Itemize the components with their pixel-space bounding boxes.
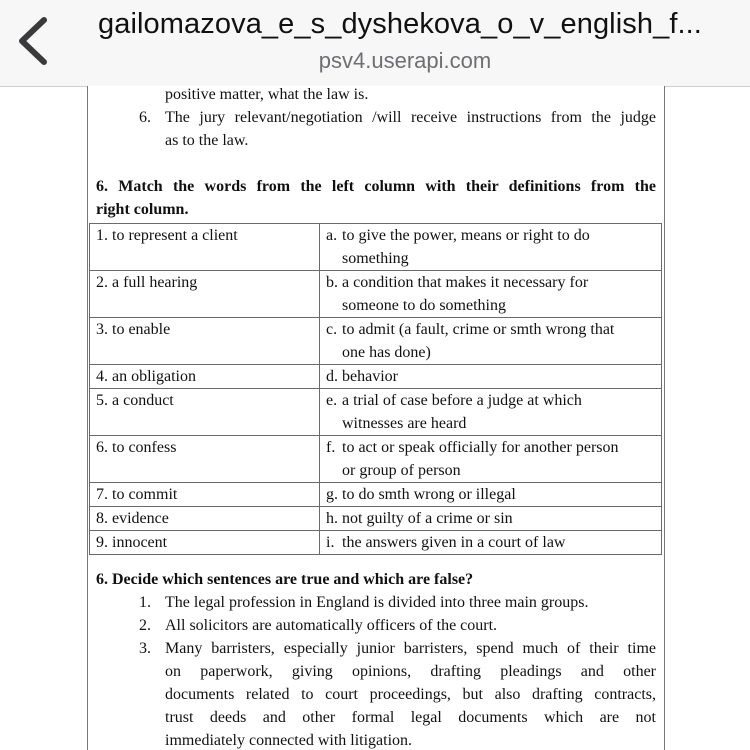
statement-text: All solicitors are automatically officers of the court. [165, 617, 498, 634]
definition-text [342, 318, 655, 364]
definition-line: behavior [342, 368, 398, 385]
table-row [90, 507, 662, 531]
definition-cell [320, 483, 662, 507]
definition-line: to act or speak officially for another person [342, 439, 619, 456]
matching-table [89, 223, 662, 555]
definition-cell [320, 365, 662, 389]
statement-text: Many barristers, especially junior barristers, spend much of their time [165, 640, 656, 657]
statement-text: documents related to court proceedings, but also drafting contracts, [165, 686, 656, 703]
definition-letter: e. [326, 392, 338, 409]
definition-cell [320, 507, 662, 531]
term-cell: 4. an obligation [90, 365, 320, 389]
definition-letter: b. [326, 274, 338, 291]
definition-line: witnesses are heard [342, 415, 467, 432]
item-number: 2. [139, 617, 151, 634]
table-row [90, 318, 662, 365]
continuation-line: positive matter, what the law is. [165, 86, 369, 103]
definition-line: a trial of case before a judge at which [342, 392, 582, 409]
term-cell: 3. to enable [90, 318, 320, 365]
table-row [90, 224, 662, 271]
definition-line: to do smth wrong or illegal [342, 486, 516, 503]
table-row [90, 389, 662, 436]
definition-cell [320, 224, 662, 271]
item-number: 3. [139, 640, 151, 657]
definition-line: a condition that makes it necessary for [342, 274, 589, 291]
definition-text [342, 389, 655, 435]
definition-line: to give the power, means or right to do [342, 227, 590, 244]
document-title: gailomazova_e_s_dyshekova_o_v_english_f... [98, 8, 702, 40]
term-cell: 7. to commit [90, 483, 320, 507]
statement-text: immediately connected with litigation. [165, 732, 413, 749]
term-cell: 2. a full hearing [90, 271, 320, 318]
definition-text [342, 531, 655, 554]
definition-line: or group of person [342, 462, 461, 479]
term-cell: 8. evidence [90, 507, 320, 531]
item-number: 6. [139, 109, 151, 126]
chevron-left-icon [8, 14, 56, 68]
item-text-line: The jury relevant/negotiation /will receive instructions from the judge [165, 109, 656, 126]
top-navigation-bar [0, 0, 750, 87]
table-row [90, 483, 662, 507]
statement-text: on paperwork, giving opinions, drafting pleadings and other [165, 663, 656, 680]
definition-letter: d. [326, 368, 338, 385]
table-row [90, 365, 662, 389]
definition-cell [320, 531, 662, 555]
statement-text: trust deeds and other formal legal documents which are not [165, 709, 656, 726]
definition-text [342, 483, 655, 506]
table-row [90, 436, 662, 483]
statement-text: The legal profession in England is divided into three main groups. [165, 594, 589, 611]
definition-letter: h. [326, 510, 338, 527]
definition-text [342, 436, 655, 482]
definition-line: not guilty of a crime or sin [342, 510, 513, 527]
exercise-heading: right column. [96, 201, 189, 218]
back-button[interactable] [8, 14, 56, 68]
definition-line: the answers given in a court of law [342, 534, 566, 551]
definition-cell [320, 436, 662, 483]
definition-line: something [342, 250, 409, 267]
definition-text [342, 224, 655, 270]
term-cell: 9. innocent [90, 531, 320, 555]
definition-line: someone to do something [342, 297, 506, 314]
source-url[interactable]: psv4.userapi.com [318, 48, 492, 73]
definition-letter: c. [326, 321, 338, 338]
definition-cell [320, 271, 662, 318]
definition-letter: g. [326, 486, 338, 503]
definition-letter: i. [326, 534, 335, 551]
table-row [90, 271, 662, 318]
definition-line: to admit (a fault, crime or smth wrong that [342, 321, 615, 338]
term-cell: 1. to represent a client [90, 224, 320, 271]
term-cell: 5. a conduct [90, 389, 320, 436]
definition-text [342, 365, 655, 388]
definition-cell [320, 318, 662, 365]
definition-text [342, 271, 655, 317]
definition-line: one has done) [342, 344, 431, 361]
exercise-heading: 6. Match the words from the left column with their definitions from the [96, 178, 656, 195]
definition-text [342, 507, 655, 530]
definition-cell [320, 389, 662, 436]
exercise-heading: 6. Decide which sentences are true and which are false? [96, 571, 474, 588]
table-row [90, 531, 662, 555]
definition-letter: f. [326, 439, 336, 456]
item-number: 1. [139, 594, 151, 611]
term-cell: 6. to confess [90, 436, 320, 483]
item-text-line: as to the law. [165, 132, 249, 149]
document-page [87, 86, 665, 750]
definition-letter: a. [326, 227, 338, 244]
